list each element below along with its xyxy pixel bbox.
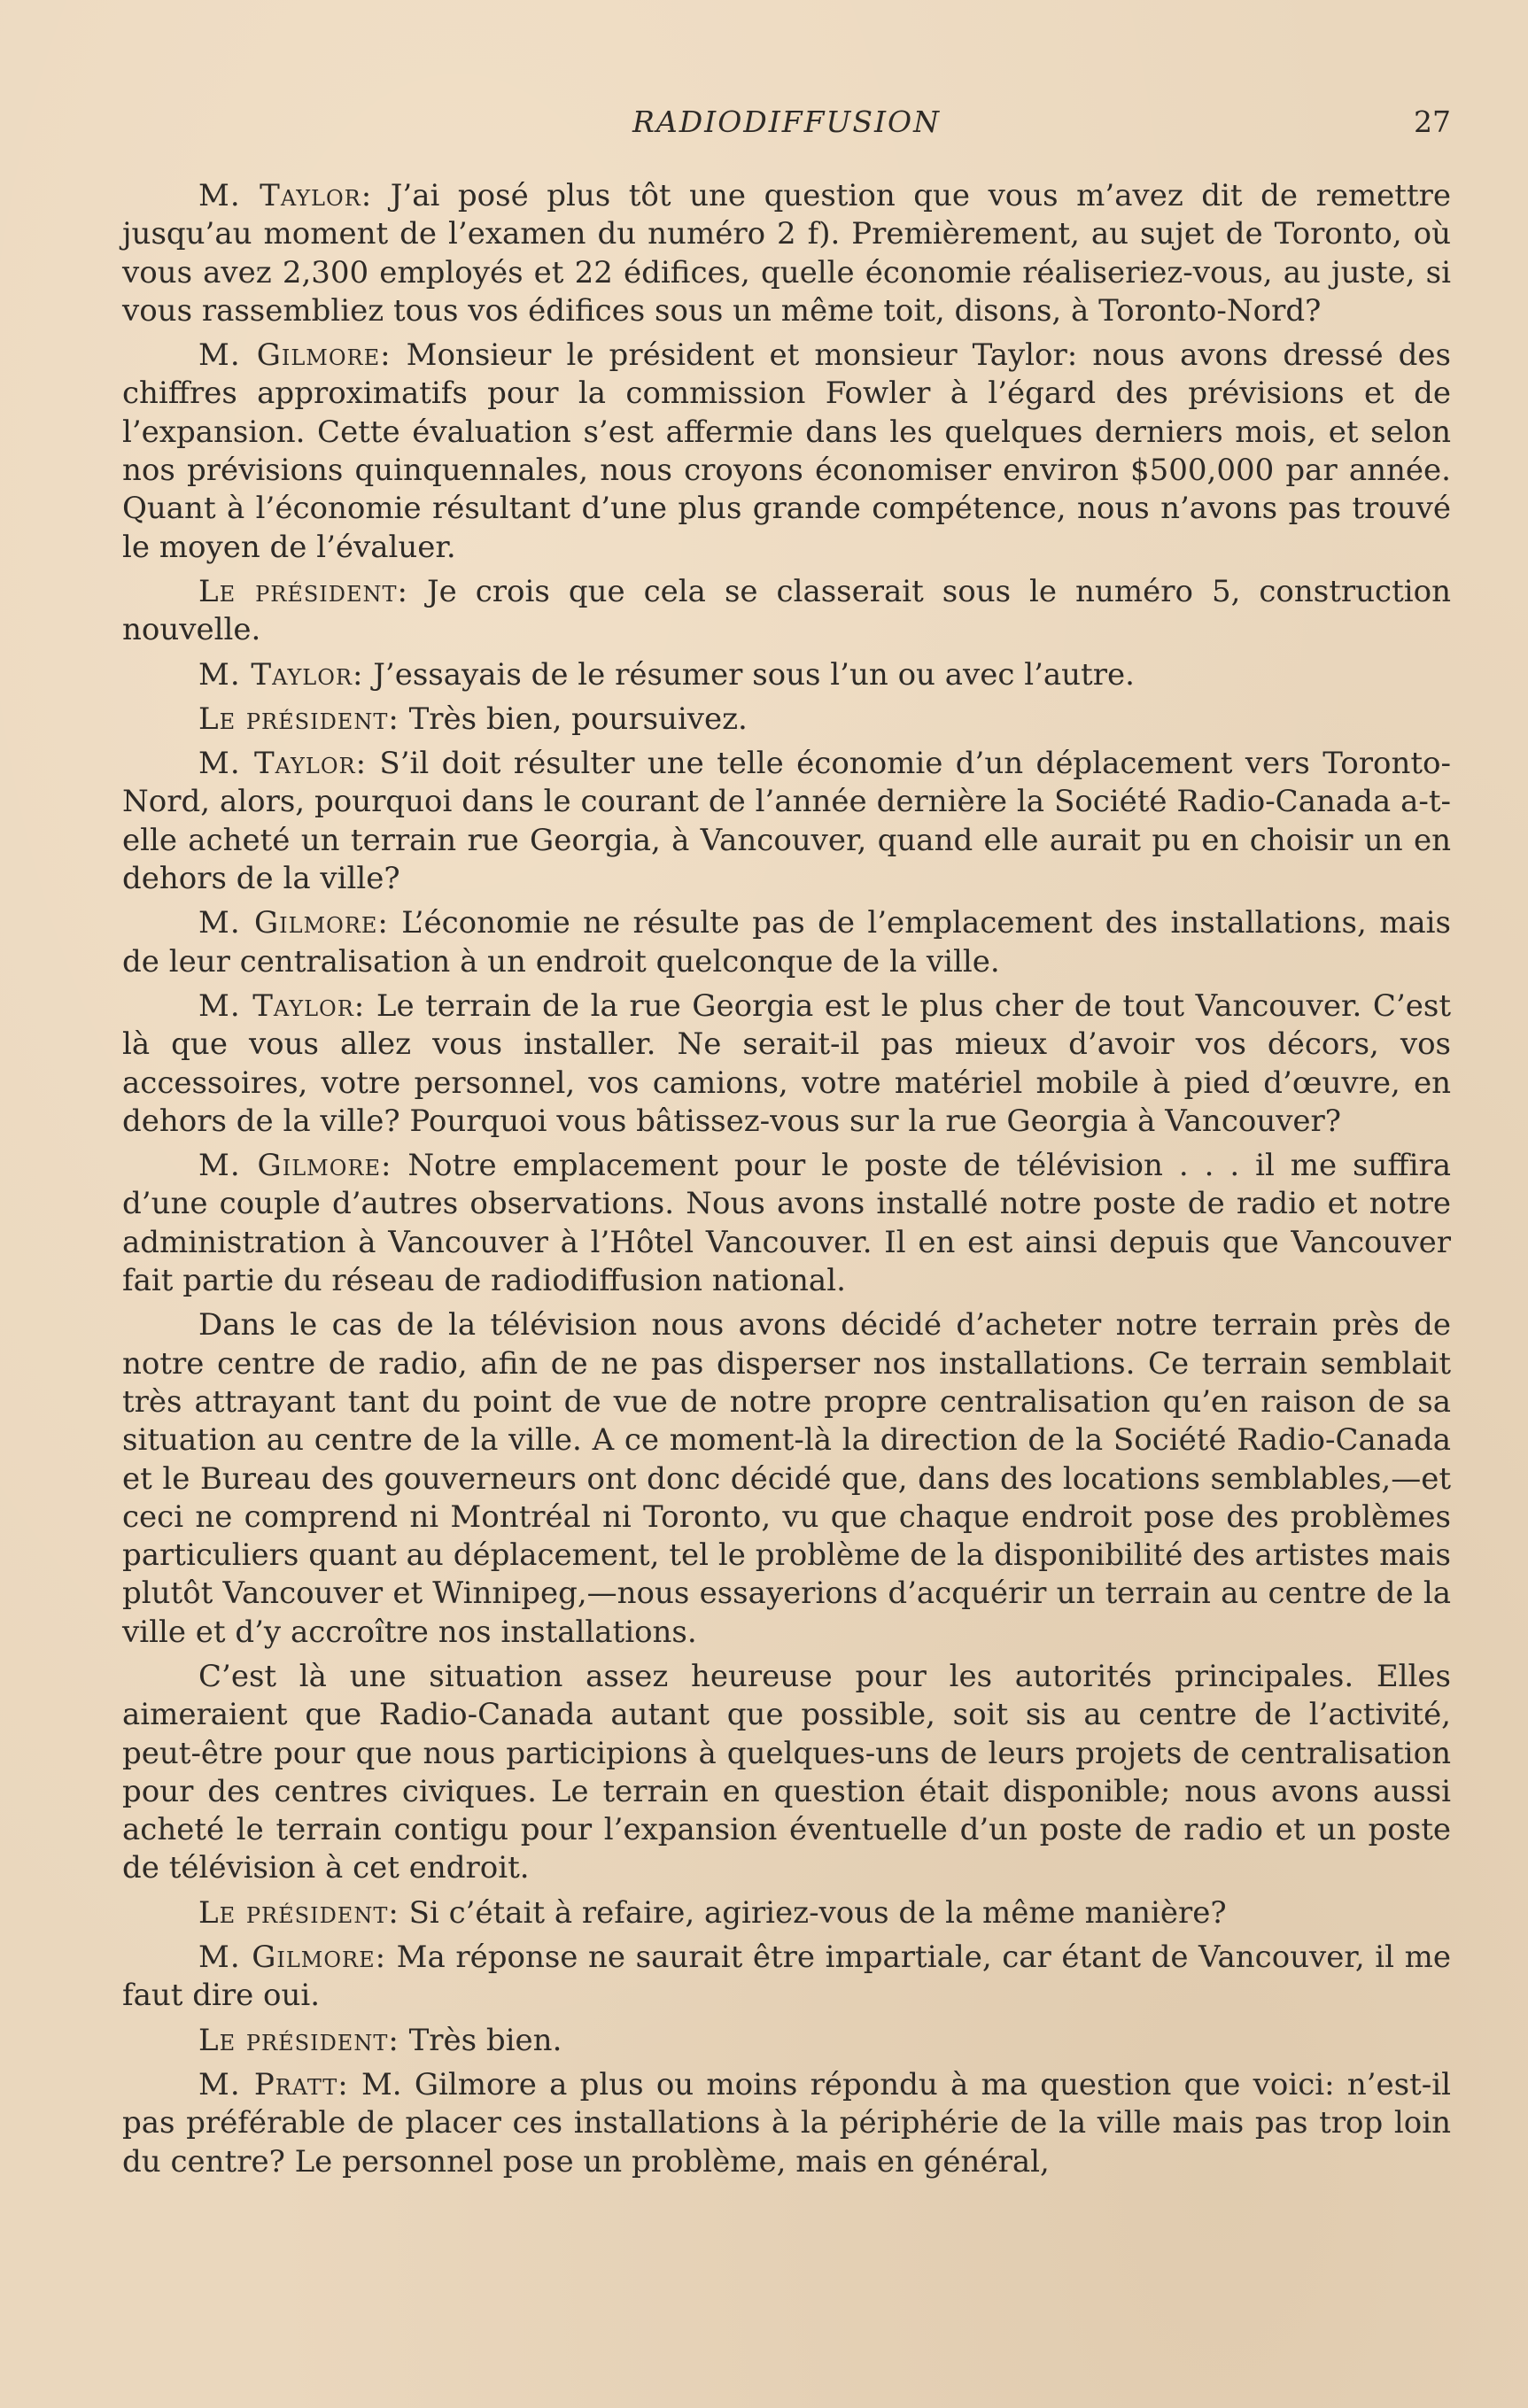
speaker-name: Le président: xyxy=(198,2022,399,2058)
paragraph-text: J’essayais de le résumer sous l’un ou avec l’autre. xyxy=(363,656,1135,693)
paragraph-text: L’économie ne résulte pas de l’emplacement des installations, mais de leur centralisation à un endroit quelconque de la ville. xyxy=(122,905,1451,979)
speaker-name: M. Pratt: xyxy=(198,2066,349,2102)
page-number: 27 xyxy=(1414,105,1451,139)
paragraph xyxy=(122,2022,1451,2060)
paragraph-text: M. Gilmore a plus ou moins répondu à ma question que voici: n’est-il pas préférable de placer ces installations à la périphérie de la ville mais pas trop loin du centre? Le personnel pose un problème, mais en général, xyxy=(122,2066,1451,2180)
speaker-name: M. Taylor: xyxy=(198,656,364,693)
paragraph xyxy=(122,745,1451,898)
paragraph xyxy=(122,1147,1451,1300)
paragraph xyxy=(122,573,1451,650)
paragraph-text: C’est là une situation assez heureuse pour les autorités principales. Elles aimeraient que Radio-Canada autant que possible, soit sis au centre de l’activité, peut-être pour que nous participions à quelques-uns de leurs projets de centralisation pour des centres civiques. Le terrain en question était disponible; nous avons aussi acheté le terrain contigu pour l’expansion éventuelle d’un poste de radio et un poste de télévision à cet endroit. xyxy=(122,1658,1451,1886)
paragraph xyxy=(122,177,1451,330)
paragraph-text: S’il doit résulter une telle économie d’un déplacement vers Toronto-Nord, alors, pourquoi dans le courant de l’année dernière la Société Radio-Canada a-t-elle acheté un terrain rue Georgia, à Vancouver, quand elle aurait pu en choisir un en dehors de la ville? xyxy=(122,746,1451,897)
speaker-name: M. Gilmore: xyxy=(198,905,389,941)
paragraph xyxy=(122,987,1451,1141)
body-text xyxy=(122,177,1451,2187)
running-title: RADIODIFFUSION xyxy=(632,105,941,139)
paragraph-text: Si c’était à refaire, agiriez-vous de la même manière? xyxy=(399,1894,1227,1931)
paragraph xyxy=(122,656,1451,694)
speaker-name: M. Gilmore: xyxy=(198,1940,387,1976)
speaker-name: M. Taylor: xyxy=(198,987,366,1024)
speaker-name: M. Taylor: xyxy=(198,746,368,782)
paragraph xyxy=(122,701,1451,739)
paragraph-text: Très bien. xyxy=(399,2022,562,2058)
paragraph xyxy=(122,1658,1451,1888)
paragraph-text: Très bien, poursuivez. xyxy=(399,701,748,737)
paragraph-text: Dans le cas de la télévision nous avons décidé d’acheter notre terrain près de notre centre de radio, afin de ne pas disperser nos installations. Ce terrain semblait très attrayant tant du point de vue de notre propre centralisation qu’en raison de sa situation au centre de la ville. A ce moment-là la direction de la Société Radio-Canada et le Bureau des gouverneurs ont donc décidé que, dans des locations semblables,—et ceci ne comprend ni Montréal ni Toronto, vu que chaque endroit pose des problèmes particuliers quant au déplacement, tel le problème de la disponibilité des artistes mais plutôt Vancouver et Winnipeg,—nous essayerions d’acquérir un terrain au centre de la ville et d’y accroître nos installations. xyxy=(122,1307,1451,1650)
paragraph xyxy=(122,1306,1451,1652)
paragraph xyxy=(122,904,1451,981)
paragraph-text: Je crois que cela se classerait sous le numéro 5, construction nouvelle. xyxy=(122,573,1452,648)
paragraph xyxy=(122,337,1451,567)
paragraph-text: Notre emplacement pour le poste de télévision . . . il me suffira d’une couple d’autres observations. Nous avons installé notre poste de radio et notre administration à Vancouver à l’Hôtel Vancouver. Il en est ainsi depuis que Vancouver fait partie du réseau de radiodiffusion national. xyxy=(122,1148,1451,1299)
speaker-name: Le président: xyxy=(198,573,408,609)
page-header xyxy=(122,105,1451,149)
paragraph-text: Ma réponse ne saurait être impartiale, car étant de Vancouver, il me faut dire oui. xyxy=(122,1940,1451,2014)
speaker-name: Le président: xyxy=(198,1894,399,1931)
speaker-name: M. Gilmore: xyxy=(198,337,392,374)
speaker-name: Le président: xyxy=(198,701,399,737)
paragraph xyxy=(122,1894,1451,1932)
paragraph-text: Monsieur le président et monsieur Taylor: nous avons dressé des chiffres approximatifs pour la commission Fowler à l’égard des prévisions et de l’expansion. Cette évaluation s’est affermie dans les quelques derniers mois, et selon nos prévisions quinquennales, nous croyons économiser environ $500,000 par année. Quant à l’économie résultant d’une plus grande compétence, nous n’avons pas trouvé le moyen de l’évaluer. xyxy=(122,337,1451,565)
speaker-name: M. Gilmore: xyxy=(198,1148,392,1184)
paragraph-text: Le terrain de la rue Georgia est le plus cher de tout Vancouver. C’est là que vous allez vous installer. Ne serait-il pas mieux d’avoir vos décors, vos accessoires, votre personnel, vos camions, votre matériel mobile à pied d’œuvre, en dehors de la ville? Pourquoi vous bâtissez-vous sur la rue Georgia à Vancouver? xyxy=(122,987,1451,1139)
paragraph xyxy=(122,1939,1451,2016)
paragraph-text: J’ai posé plus tôt une question que vous m’avez dit de remettre jusqu’au moment de l’examen du numéro 2 f). Premièrement, au sujet de Toronto, où vous avez 2,300 employés et 22 édifices, quelle économie réaliseriez-vous, au juste, si vous rassembliez tous vos édifices sous un même toit, disons, à Toronto-Nord? xyxy=(122,178,1452,329)
speaker-name: M. Taylor: xyxy=(198,178,373,213)
paragraph xyxy=(122,2066,1451,2181)
